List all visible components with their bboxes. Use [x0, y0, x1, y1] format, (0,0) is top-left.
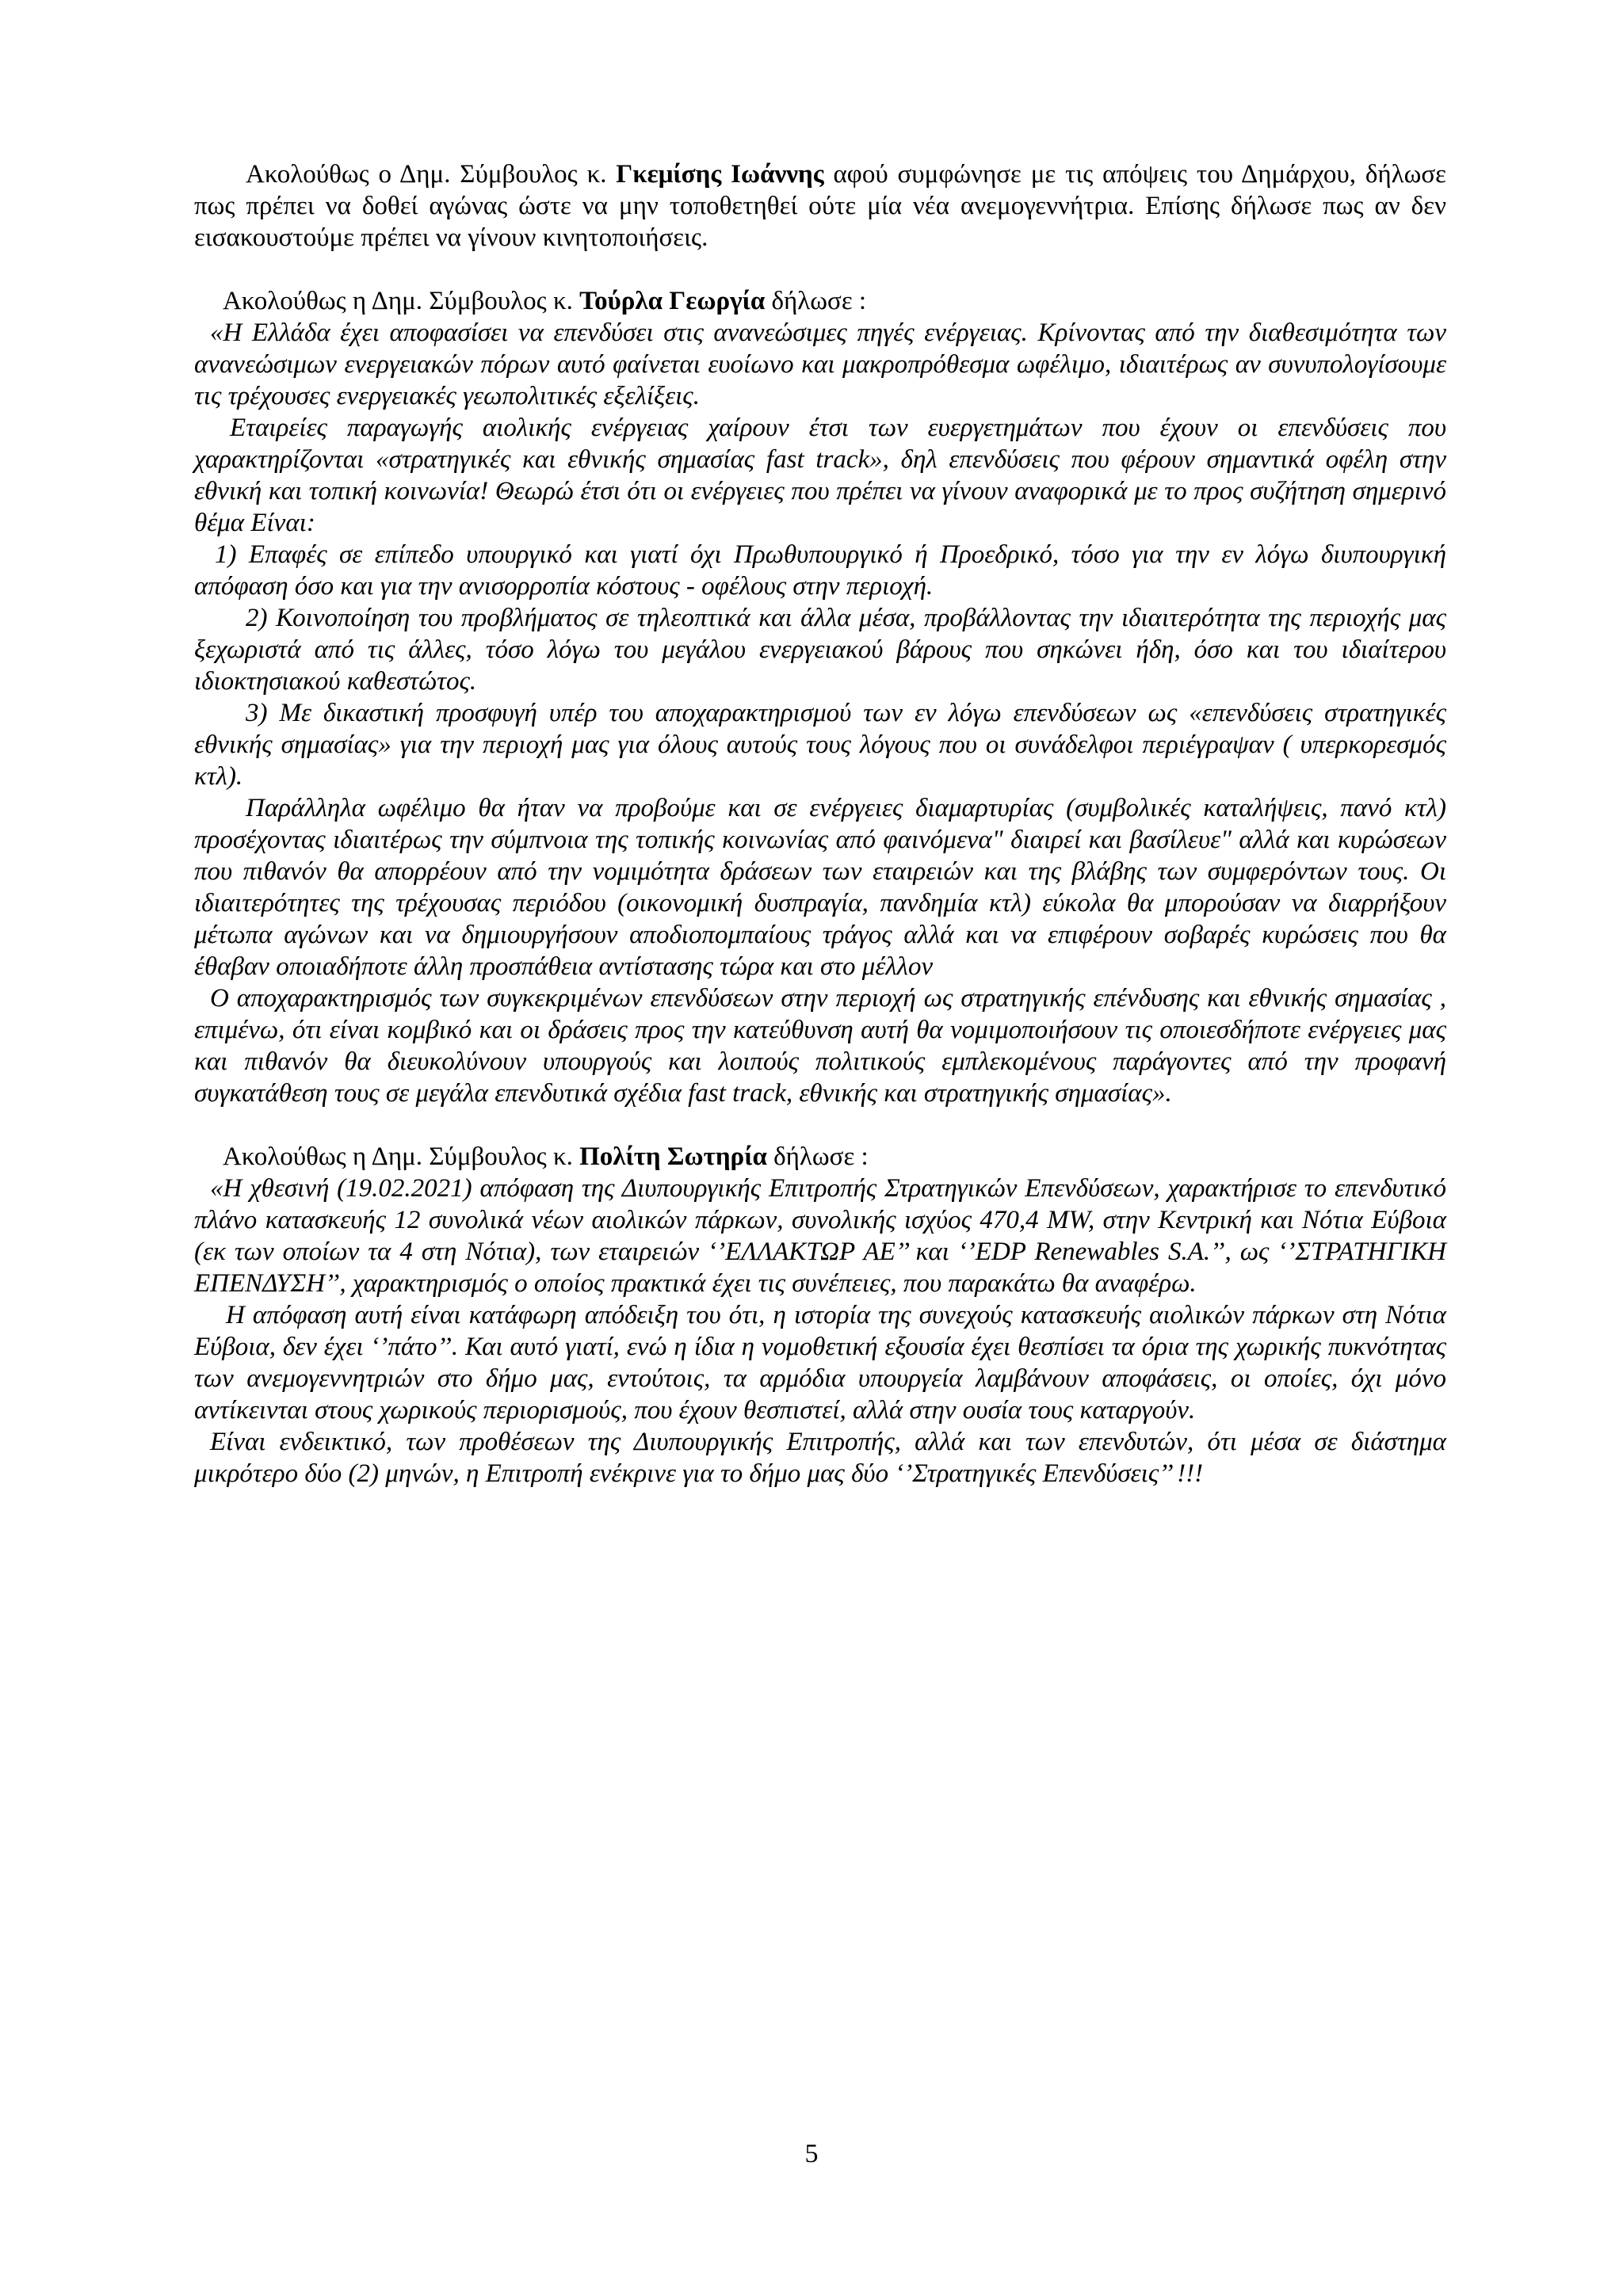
tourla-paragraph: Ο αποχαρακτηρισμός των συγκεκριμένων επενδύσεων στην περιοχή ως στρατηγικής επένδυσης και εθνικής σημασίας , επιμένω, ότι είναι κομβικό και οι δράσεις προς την κατεύθυνση αυτή θα νομιμοποιήσουν τις οποιεσδήποτε ενέργειες μας και πιθανόν θα διευκολύνουν υπουργούς και λοιπούς πολιτικούς εμπλεκομένους παράγοντες από την προφανή συγκατάθεση τους σε μεγάλα επενδυτικά σχέδια fast track, εθνικής και στρατηγικής σημασίας». — [194, 984, 1446, 1108]
speaker-name: Γκεμίσης Ιωάννης — [616, 160, 824, 189]
politi-intro: Ακολούθως η Δημ. Σύμβουλος κ. Πολίτη Σωτηρία δήλωσε : — [223, 1142, 869, 1171]
politi-paragraph: «Η χθεσινή (19.02.2021) απόφαση της Διυπουργικής Επιτροπής Στρατηγικών Επενδύσεων, χαρακτήρισε το επενδυτικό πλάνο κατασκευής 12 συνολικά νέων αιολικών πάρκων, συνολικής ισχύος 470,4 MW, στην Κεντρική και Νότια Εύβοια (εκ των οποίων τα 4 στη Νότια), των εταιρειών ‘’ΕΛΛΑΚΤΩΡ ΑΕ’’ και ‘’EDP Renewables S.A.’’, ως ‘’ΣΤΡΑΤΗΓΙΚΗ ΕΠΕΝΔΥΣΗ’’, χαρακτηρισμός ο οποίος πρακτικά έχει τις συνέπειες, που παρακάτω θα αναφέρω. — [194, 1174, 1446, 1298]
politi-paragraph: Η απόφαση αυτή είναι κατάφωρη απόδειξη του ότι, η ιστορία της συνεχούς κατασκευής αιολικών πάρκων στη Νότια Εύβοια, δεν έχει ‘’πάτο’’. Και αυτό γιατί, ενώ η ίδια η νομοθετική εξουσία έχει θεσπίσει τα όρια της χωρικής πυκνότητας των ανεμογεννητριών στο δήμο μας, εντούτοις, τα αρμόδια υπουργεία λαμβάνουν αποφάσεις, οι οποίες, όχι μόνο αντίκεινται στους χωρικούς περιορισμούς, που έχουν θεσπιστεί, αλλά στην ουσία τους καταργούν. — [194, 1301, 1446, 1425]
tourla-list-item: 3) Με δικαστική προσφυγή υπέρ του αποχαρακτηρισμού των εν λόγω επενδύσεων ως «επενδύσεις στρατηγικές εθνικής σημασίας» για την περιοχή μας για όλους αυτούς τους λόγους που οι συνάδελφοι περιέγραψαν ( υπερκορεσμός κτλ). — [194, 699, 1446, 791]
tourla-intro: Ακολούθως η Δημ. Σύμβουλος κ. Τούρλα Γεωργία δήλωσε : — [223, 287, 867, 315]
speaker-name: Πολίτη Σωτηρία — [579, 1142, 767, 1171]
tourla-paragraph: Παράλληλα ωφέλιμο θα ήταν να προβούμε και σε ενέργειες διαμαρτυρίας (συμβολικές καταλήψεις, πανό κτλ) προσέχοντας ιδιαιτέρως την σύμπνοια της τοπικής κοινωνίας από φαινόμενα" διαιρεί και βασίλευε" αλλά και κυρώσεων που πιθανόν θα απορρέουν από την νομιμότητα δράσεων των εταιρειών και της βλάβης των συμφερόντων τους. Οι ιδιαιτερότητες της τρέχουσας περιόδου (οικονομική δυσπραγία, πανδημία κτλ) εύκολα θα μπορούσαν να διαρρήξουν μέτωπα αγώνων και να δημιουργήσουν αποδιοπομπαίους τράγος αλλά και να επιφέρουν σοβαρές κυρώσεις που θα έθαβαν οποιαδήποτε άλλη προσπάθεια αντίστασης τώρα και στο μέλλον — [194, 794, 1446, 981]
tourla-paragraph: «Η Ελλάδα έχει αποφασίσει να επενδύσει στις ανανεώσιμες πηγές ενέργειας. Κρίνοντας από την διαθεσιμότητα των ανανεώσιμων ενεργειακών πόρων αυτό φαίνεται ευοίωνο και μακροπρόθεσμα ωφέλιμο, ιδιαιτέρως αν συνυπολογίσουμε τις τρέχουσες ενεργειακές γεωπολιτικές εξελίξεις. — [194, 318, 1446, 410]
tourla-list-item: 2) Κοινοποίηση του προβλήματος σε τηλεοπτικά και άλλα μέσα, προβάλλοντας την ιδιαιτερότητα της περιοχής μας ξεχωριστά από τις άλλες, τόσο λόγω του μεγάλου ενεργειακού βάρους που σηκώνει ήδη, όσο και του ιδιαίτερου ιδιοκτησιακού καθεστώτος. — [194, 604, 1446, 696]
tourla-paragraph: Εταιρείες παραγωγής αιολικής ενέργειας χαίρουν έτσι των ευεργετημάτων που έχουν οι επενδύσεις που χαρακτηρίζονται «στρατηγικές και εθνικής σημασίας fast track», δηλ επενδύσεις που φέρουν σημαντικά οφέλη στην εθνική και τοπική κοινωνία! Θεωρώ έτσι ότι οι ενέργειες που πρέπει να γίνουν αναφορικά με το προς συζήτηση σημερινό θέμα Είναι: — [194, 414, 1446, 537]
politi-paragraph: Είναι ενδεικτικό, των προθέσεων της Διυπουργικής Επιτροπής, αλλά και των επενδυτών, ότι μέσα σε διάστημα μικρότερο δύο (2) μηνών, η Επιτροπή ενέκρινε για το δήμο μας δύο ‘’Στρατηγικές Επενδύσεις’’ !!! — [194, 1428, 1446, 1488]
document-body — [194, 158, 1446, 1489]
tourla-list-item: 1) Επαφές σε επίπεδο υπουργικό και γιατί όχι Πρωθυπουργικό ή Προεδρικό, τόσο για την εν λόγω διυπουργική απόφαση όσο και για την ανισορροπία κόστους - οφέλους στην περιοχή. — [194, 540, 1446, 601]
page-number: 5 — [804, 2139, 819, 2168]
gkemisis-statement: Ακολούθως ο Δημ. Σύμβουλος κ. Γκεμίσης Ιωάννης αφού συμφώνησε με τις απόψεις του Δημάρχου, δήλωσε πως πρέπει να δοθεί αγώνας ώστε να μην τοποθετηθεί ούτε μία νέα ανεμογεννήτρια. Επίσης δήλωσε πως αν δεν εισακουστούμε πρέπει να γίνουν κινητοποιήσεις. — [194, 160, 1447, 252]
speaker-name: Τούρλα Γεωργία — [579, 287, 766, 315]
